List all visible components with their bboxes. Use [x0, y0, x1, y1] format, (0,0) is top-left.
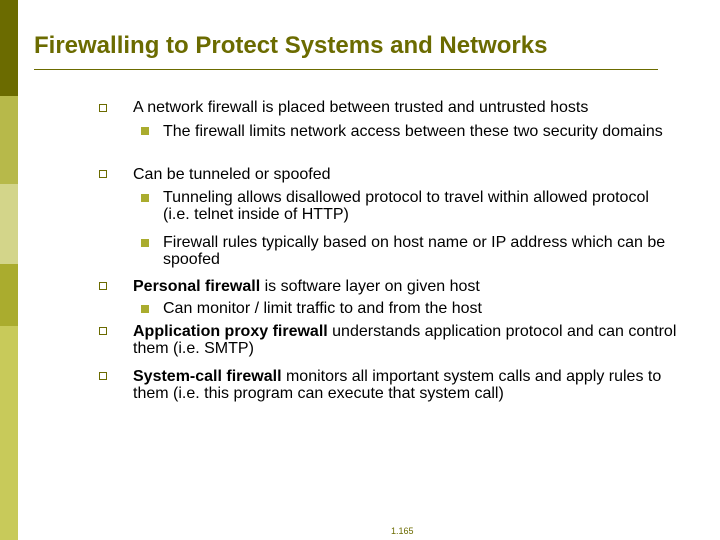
page-number: 1.165 [391, 526, 414, 536]
bullet-marker-icon [99, 372, 107, 380]
sub-bullet-marker-icon [141, 305, 149, 313]
sub-bullet-marker-icon [141, 127, 149, 135]
side-bar-segment [0, 264, 18, 326]
bullet-marker-icon [99, 282, 107, 290]
side-bar-segment [0, 326, 18, 540]
side-bar-segment [0, 184, 18, 264]
side-bar-segment [0, 96, 18, 184]
bullet-item: System-call firewall monitors all important system calls and apply rules to them (i.e. this program can execute that system call) [133, 368, 662, 402]
bullet-marker-icon [99, 170, 107, 178]
bullet-item: A network firewall is placed between trusted and untrusted hosts [133, 99, 589, 116]
sub-bullet-item: Can monitor / limit traffic to and from the host [163, 300, 482, 317]
bullet-marker-icon [99, 104, 107, 112]
title-underline [34, 69, 658, 70]
sub-bullet-marker-icon [141, 194, 149, 202]
sub-bullet-item: The firewall limits network access between these two security domains [163, 123, 663, 140]
bullet-marker-icon [99, 327, 107, 335]
bullet-item: Can be tunneled or spoofed [133, 166, 331, 183]
sub-bullet-marker-icon [141, 239, 149, 247]
slide-title: Firewalling to Protect Systems and Networks [34, 32, 548, 59]
side-bar-segment [0, 0, 18, 96]
bullet-item: Application proxy firewall understands application protocol and can control them (i.e. SMTP) [133, 323, 677, 357]
sub-bullet-item: Firewall rules typically based on host name or IP address which can be spoofed [163, 234, 666, 268]
sub-bullet-item: Tunneling allows disallowed protocol to travel within allowed protocol (i.e. telnet inside of HTTP) [163, 189, 649, 223]
bullet-item: Personal firewall is software layer on given host [133, 278, 480, 295]
